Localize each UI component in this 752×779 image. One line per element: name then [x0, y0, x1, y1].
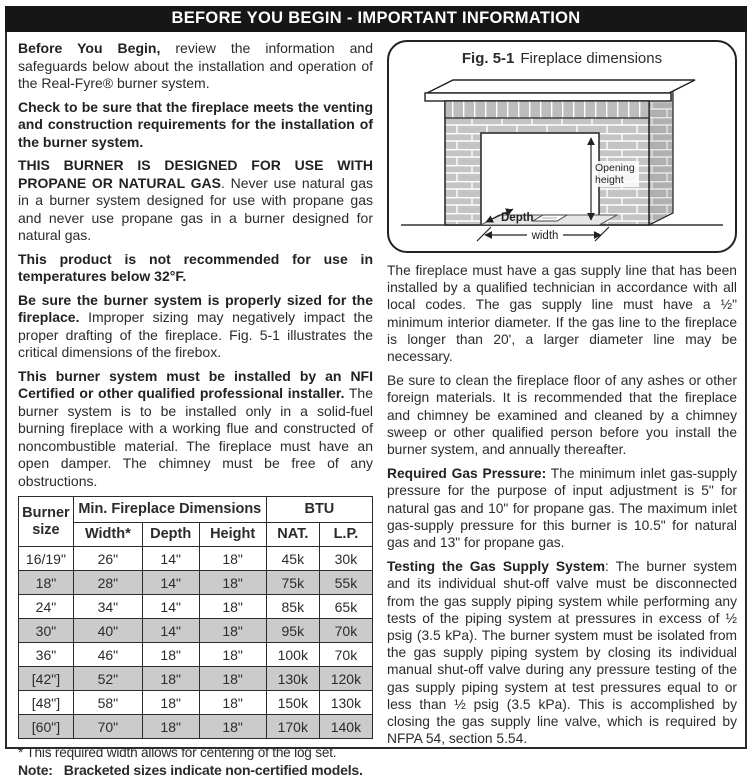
col-header-depth: Depth — [142, 523, 199, 547]
table-row — [19, 715, 373, 739]
cell-height: 18" — [199, 715, 266, 739]
cell-depth: 14" — [142, 619, 199, 643]
col-header-height: Height — [199, 523, 266, 547]
col-header-width: Width* — [73, 523, 142, 547]
paragraph-lead: This product is not recommended for use in temperatures below 32°F. — [18, 250, 373, 284]
mantel-front-edge — [425, 93, 671, 101]
page-title: BEFORE YOU BEGIN - IMPORTANT INFORMATION — [5, 6, 747, 32]
cell-btu-nat: 100k — [266, 643, 319, 667]
paragraph-testing-gas-supply — [387, 558, 737, 747]
cell-burner-size: 18" — [19, 571, 74, 595]
paragraph-lead: Be sure the burner system is properly sized for the fireplace. — [18, 291, 373, 325]
page-content — [5, 32, 747, 778]
cell-depth: 14" — [142, 547, 199, 571]
paragraph-text: Be sure to clean the fireplace floor of any ashes or other foreign materials. It is recommended that the fireplace and chimney be examined and cleaned by a chimney sweep or other qualified person before you install the burner system, and annually thereafter. — [387, 373, 737, 458]
table-row — [19, 595, 373, 619]
figure-5-1 — [387, 40, 737, 253]
cell-width: 52" — [73, 667, 142, 691]
fireplace-opening — [481, 133, 599, 225]
cell-btu-nat: 95k — [266, 619, 319, 643]
right-column — [387, 40, 737, 747]
fireplace-diagram — [397, 69, 727, 247]
table-row — [19, 571, 373, 595]
cell-width: 40" — [73, 619, 142, 643]
burner-size-table — [18, 496, 373, 739]
width-label: width — [531, 230, 559, 242]
width-tick-left — [477, 227, 491, 241]
left-column — [18, 40, 373, 778]
figure-caption-text: Fireplace dimensions — [520, 50, 663, 67]
cell-btu-nat: 150k — [266, 691, 319, 715]
paragraph-gas-pressure — [387, 465, 737, 551]
cell-burner-size: 24" — [19, 595, 74, 619]
cell-depth: 18" — [142, 691, 199, 715]
cell-height: 18" — [199, 619, 266, 643]
cell-height: 18" — [199, 643, 266, 667]
cell-width: 26" — [73, 547, 142, 571]
col-header-burner-size: Burner size — [19, 497, 74, 547]
note-text: Bracketed sizes indicate non-certified models. — [63, 762, 363, 778]
cell-btu-lp: 120k — [319, 667, 372, 691]
col-group-dimensions: Min. Fireplace Dimensions — [73, 497, 266, 523]
mantel-top — [427, 80, 695, 93]
opening-height-label-line2: height — [595, 174, 624, 186]
cell-btu-lp: 140k — [319, 715, 372, 739]
paragraph-lead: Required Gas Pressure: — [387, 466, 547, 482]
cell-height: 18" — [199, 667, 266, 691]
paragraph-lead: THIS BURNER IS DESIGNED FOR USE WITH PROPANE OR NATURAL GAS — [18, 157, 373, 191]
table-row — [19, 643, 373, 667]
paragraph-temperature — [18, 251, 373, 286]
cell-btu-lp: 55k — [319, 571, 372, 595]
width-tick-right — [595, 227, 609, 241]
soldier-brick-band — [445, 101, 649, 118]
paragraph-clean-fireplace — [387, 372, 737, 458]
paragraph-text: The burner system is to be installed only in a solid-fuel burning fireplace with a working flue and constructed of noncombustible material. The fireplace must have an open damper. The chimney must be free of any obstructions. — [18, 385, 373, 489]
footnote-width: * This required width allows for centering of the log set. — [18, 745, 337, 760]
cell-btu-nat: 45k — [266, 547, 319, 571]
cell-depth: 18" — [142, 643, 199, 667]
col-header-nat: NAT. — [266, 523, 319, 547]
table-header-row — [19, 497, 373, 523]
cell-burner-size: 30" — [19, 619, 74, 643]
figure-caption-label: Fig. 5-1 — [461, 50, 515, 67]
cell-btu-lp: 70k — [319, 619, 372, 643]
paragraph-check-venting — [18, 99, 373, 152]
cell-btu-lp: 30k — [319, 547, 372, 571]
cell-btu-lp: 65k — [319, 595, 372, 619]
cell-depth: 18" — [142, 715, 199, 739]
cell-btu-nat: 130k — [266, 667, 319, 691]
paragraph-gas-supply-line — [387, 262, 737, 365]
table-row — [19, 619, 373, 643]
cell-height: 18" — [199, 547, 266, 571]
cell-width: 58" — [73, 691, 142, 715]
depth-label: Depth — [501, 212, 534, 224]
paragraph-lead: Check to be sure that the fireplace meets the venting and construction requirements for the installation of the burner system. — [18, 98, 373, 150]
paragraph-lead: Before You Begin, — [18, 40, 161, 56]
figure-caption — [397, 50, 727, 67]
cell-burner-size: 16/19" — [19, 547, 74, 571]
cell-btu-nat: 85k — [266, 595, 319, 619]
paragraph-text: The fireplace must have a gas supply line that has been installed by a qualified technician in accordance with all local codes. The gas supply line must have a ½" minimum interior diameter. If the gas line to the fireplace is longer than 20', a larger diameter line may be necessary. — [387, 263, 737, 365]
side-face-shading — [649, 89, 673, 225]
opening-height-label-line1: Opening — [595, 162, 635, 174]
paragraph-text: : The burner system and its individual shut-off valve must be disconnected from the gas supply piping system while performing any tests of the piping system at pressures in excess of ½ psig (3.5 kPa). The burner system must be isolated from the gas supply piping system by closing its individual manual shut-off valve during any pressure testing of the gas supply piping system at test pressures equal to or less than ½ psig (3.5 kPa). This is accomplished by closing the gas supply line valve, which is required by NFPA 54, section 5.54. — [387, 559, 737, 747]
table-footnotes — [18, 744, 373, 779]
cell-height: 18" — [199, 571, 266, 595]
cell-btu-lp: 70k — [319, 643, 372, 667]
paragraph-installer — [18, 368, 373, 491]
col-group-btu: BTU — [266, 497, 372, 523]
paragraph-lead: This burner system must be installed by an NFI Certified or other qualified professional installer. — [18, 367, 373, 401]
col-header-lp: L.P. — [319, 523, 372, 547]
cell-burner-size: [48"] — [19, 691, 74, 715]
cell-burner-size: 36" — [19, 643, 74, 667]
paragraph-text: review the information and safeguards below about the installation and operation of the Real-Fyre® burner system. — [18, 40, 373, 91]
footnote-note — [18, 761, 373, 779]
cell-burner-size: [42"] — [19, 667, 74, 691]
paragraph-gas-type — [18, 157, 373, 245]
paragraph-before-you-begin — [18, 40, 373, 93]
cell-btu-nat: 75k — [266, 571, 319, 595]
note-label: Note: — [18, 762, 53, 778]
table-row — [19, 667, 373, 691]
cell-btu-nat: 170k — [266, 715, 319, 739]
paragraph-text: Improper sizing may negatively impact the proper drafting of the fireplace. Fig. 5-1 illustrates the critical dimensions of the firebox. — [18, 309, 373, 360]
table-row — [19, 547, 373, 571]
cell-width: 34" — [73, 595, 142, 619]
cell-btu-lp: 130k — [319, 691, 372, 715]
cell-burner-size: [60"] — [19, 715, 74, 739]
cell-width: 46" — [73, 643, 142, 667]
cell-height: 18" — [199, 691, 266, 715]
paragraph-lead: Testing the Gas Supply System — [387, 559, 605, 575]
cell-depth: 18" — [142, 667, 199, 691]
paragraph-text: The minimum inlet gas-supply pressure for the purpose of input adjustment is 5" for natural gas and 10" for propane gas. The maximum inlet gas-supply pressure for this burner is 10.5" for natural gas and 13" for propane gas. — [387, 466, 737, 551]
cell-width: 28" — [73, 571, 142, 595]
cell-depth: 14" — [142, 595, 199, 619]
table-row — [19, 691, 373, 715]
paragraph-sizing — [18, 292, 373, 362]
paragraph-text: . Never use natural gas in a burner system designed for use with propane gas and never use propane gas in a burner designed for natural gas. — [18, 174, 373, 243]
cell-width: 70" — [73, 715, 142, 739]
cell-height: 18" — [199, 595, 266, 619]
cell-depth: 14" — [142, 571, 199, 595]
